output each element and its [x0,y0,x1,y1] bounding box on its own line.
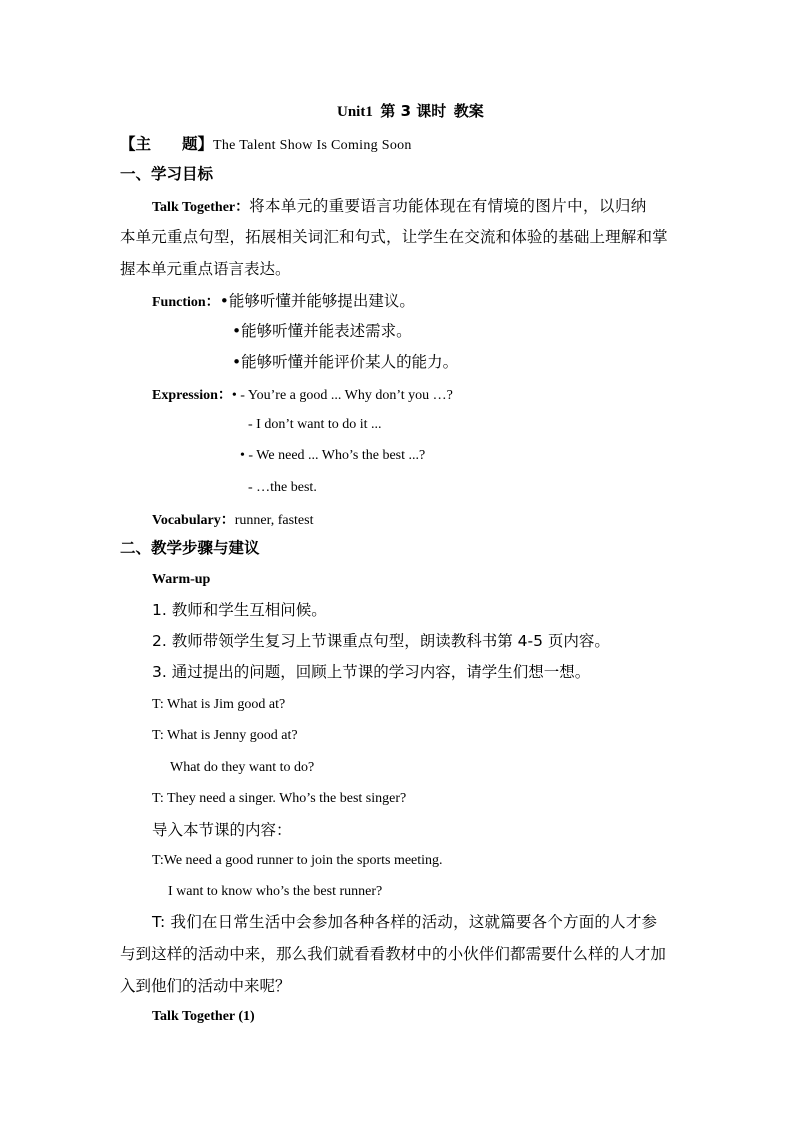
function-item: •能够听懂并能评价某人的能力。 [232,353,459,371]
function-label: Function： [152,295,220,310]
dialog-line: T: They need a singer. Who’s the best singer? [152,791,407,806]
section1-heading: 一、学习目标 [120,165,214,183]
expression-item: • - You’re a good ... Why don’t you …? [231,388,453,403]
talk-together-text-3: 握本单元重点语言表达。 [120,260,291,278]
paragraph-line-1: T: 我们在日常生活中会参加各种各样的活动，这就篇要各个方面的人才参 [152,913,658,931]
topic-value: The Talent Show Is Coming Soon [213,138,412,153]
function-line-1 [152,293,415,310]
step-item: 1. 教师和学生互相问候。 [152,601,327,619]
vocabulary-label: Vocabulary： [152,513,235,528]
vocabulary-value: runner, fastest [234,513,314,528]
talk-together-line-1 [152,198,647,215]
dialog-line: What do they want to do? [170,760,315,775]
paragraph-line-2: 与到这样的活动中来，那么我们就看看教材中的小伙伴们都需要什么样的人才加 [120,945,667,963]
talk-together-1-label: Talk Together (1) [152,1009,255,1024]
expression-item: - I don’t want to do it ... [248,417,382,432]
title-doc: 教案 [453,102,484,120]
expression-line-1 [152,386,453,403]
talk-together-label: Talk Together： [152,200,250,215]
topic-label: 【主 题】 [120,135,214,153]
expression-item: - …the best. [248,480,317,495]
document-title [337,104,484,120]
expression-item: • - We need ... Who’s the best ...? [240,448,426,463]
title-unit: Unit1 [337,104,373,120]
step-item: 2. 教师带领学生复习上节课重点句型，朗读教科书第 4-5 页内容。 [152,632,610,650]
intro-line: T:We need a good runner to join the sports meeting. [152,853,443,868]
title-lesson: 第 3 课时 [380,102,447,120]
talk-together-text-2: 本单元重点句型，拓展相关词汇和句式，让学生在交流和体验的基础上理解和掌 [120,228,668,246]
intro-text: 导入本节课的内容： [152,821,292,839]
section2-heading: 二、教学步骤与建议 [120,539,260,557]
function-item: •能够听懂并能表述需求。 [232,322,412,340]
paragraph-line-3: 入到他们的活动中来呢？ [120,977,291,995]
function-item: •能够听懂并能够提出建议。 [219,292,415,310]
dialog-line: T: What is Jenny good at? [152,728,298,743]
expression-label: Expression： [152,388,232,403]
warmup-label: Warm-up [152,572,211,587]
step-item: 3. 通过提出的问题，回顾上节课的学习内容，请学生们想一想。 [152,663,591,681]
topic-line [120,136,412,153]
intro-line: I want to know who’s the best runner? [168,884,383,899]
talk-together-text-1: 将本单元的重要语言功能体现在有情境的图片中，以归纳 [249,197,647,215]
dialog-line: T: What is Jim good at? [152,697,286,712]
vocabulary-line [152,511,313,528]
